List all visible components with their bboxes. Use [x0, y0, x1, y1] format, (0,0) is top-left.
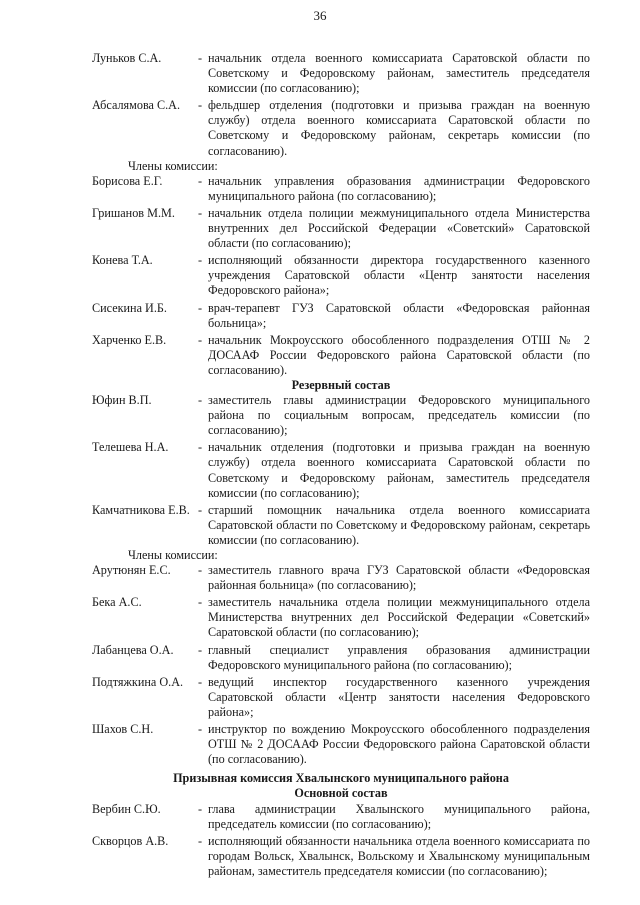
list-item	[92, 98, 590, 158]
members-label: Члены комиссии:	[128, 158, 218, 173]
position-description: глава администрации Хвалынского муниципального района, председатель комиссии (по согласованию);	[208, 801, 590, 831]
position-description: начальник отделения (подготовки и призыва граждан на военную службу) отдела военного комиссариата Саратовской области по Советскому и Федоровскому районам, заместитель председателя комиссии (по согласованию);	[208, 440, 590, 500]
dash-separator: -	[198, 332, 203, 347]
page-number: 36	[313, 8, 327, 23]
person-name: Гришанов М.М.	[92, 205, 175, 220]
list-item	[92, 503, 590, 548]
person-name: Луньков С.А.	[92, 51, 162, 65]
position-description: заместитель начальника отдела полиции межмуниципального отдела Министерства внутренних дел Российской Федерации «Советский» Саратовской области (по согласованию);	[208, 595, 590, 640]
person-name: Телешева Н.А.	[92, 440, 169, 455]
dash-separator: -	[198, 502, 203, 517]
list-item	[92, 834, 590, 879]
position-description: старший помощник начальника отдела военного комиссариата Саратовской области по Советскому и Федоровскому районам, секретарь комиссии (по согласованию).	[208, 502, 590, 547]
position-description: исполняющий обязанности начальника отдела военного комиссариата по городам Вольск, Хвалынск, Вольскому и Хвалынскому муниципальным районам, заместитель председателя комиссии (по согласованию);	[208, 833, 590, 878]
position-description: начальник управления образования администрации Федоровского муниципального района (по согласованию);	[208, 173, 590, 203]
position-description: начальник Мокроусского обособленного подразделения ОТШ № 2 ДОСААФ России Федоровского района Саратовской области (по согласованию).	[208, 332, 590, 377]
person-name: Камчатникова Е.В.	[92, 502, 190, 517]
block-khvalynsk	[92, 802, 590, 879]
list-item	[92, 563, 590, 593]
dash-separator: -	[198, 253, 203, 268]
dash-separator: -	[198, 393, 203, 408]
person-name: Харченко Е.В.	[92, 332, 167, 347]
position-description: врач-терапевт ГУЗ Саратовской области «Федоровская районная больница»;	[208, 300, 590, 330]
position-description: заместитель главного врача ГУЗ Саратовской области «Федоровская районная больница» (по согласованию);	[208, 563, 590, 593]
person-name: Конева Т.А.	[92, 253, 153, 268]
document-body	[92, 51, 590, 879]
block-main-members-1	[92, 51, 590, 159]
block-main-members-2	[92, 174, 590, 378]
dash-separator: -	[198, 833, 203, 848]
dash-separator: -	[198, 173, 203, 188]
person-name: Юфин В.П.	[92, 393, 152, 408]
list-item	[92, 675, 590, 720]
position-description: заместитель главы администрации Федоровского муниципального района по социальным вопросам, председатель комиссии (по согласованию);	[208, 393, 590, 438]
person-name: Абсалямова С.А.	[92, 98, 181, 113]
dash-separator: -	[198, 51, 203, 65]
position-description: начальник отдела полиции межмуниципального отдела Министерства внутренних дел Российской Федерации «Советский» Саратовской области (по согласованию);	[208, 205, 590, 251]
person-name: Вербин С.Ю.	[92, 801, 161, 816]
person-name: Подтяжкина О.А.	[92, 674, 184, 689]
person-name: Арутюнян Е.С.	[92, 563, 171, 578]
person-name: Шахов С.Н.	[92, 722, 154, 737]
main-heading: Основной состав	[294, 786, 388, 801]
list-item	[92, 206, 590, 251]
block-reserve-1	[92, 393, 590, 548]
list-item	[92, 253, 590, 298]
list-item	[92, 802, 590, 832]
list-item	[92, 722, 590, 767]
dash-separator: -	[198, 205, 203, 220]
dash-separator: -	[198, 440, 203, 455]
list-item	[92, 393, 590, 438]
person-name: Сисекина И.Б.	[92, 300, 167, 315]
block-reserve-2	[92, 563, 590, 767]
list-item	[92, 333, 590, 378]
person-name: Борисова Е.Г.	[92, 173, 163, 188]
position-description: фельдшер отделения (подготовки и призыва граждан на военную службу) отдела военного комиссариата Саратовской области по Советскому и Федоровскому районам, секретарь комиссии (по согласованию).	[208, 98, 590, 158]
dash-separator: -	[198, 595, 203, 610]
list-item	[92, 595, 590, 640]
position-description: главный специалист управления образования администрации Федоровского муниципального района (по согласованию);	[208, 642, 590, 672]
dash-separator: -	[198, 722, 203, 737]
position-description: инструктор по вождению Мокроусского обособленного подразделения ОТШ № 2 ДОСААФ России Федоровского района Саратовской области (по согласованию).	[208, 722, 590, 767]
commission-heading: Призывная комиссия Хвалынского муниципального района	[173, 771, 509, 786]
person-name: Лабанцева О.А.	[92, 642, 174, 657]
person-name: Скворцов А.В.	[92, 833, 169, 848]
list-item	[92, 643, 590, 673]
dash-separator: -	[198, 642, 203, 657]
position-description: ведущий инспектор государственного казенного учреждения Саратовской области «Центр занятости населения Федоровского района»;	[208, 674, 590, 719]
person-name: Бека А.С.	[92, 595, 142, 610]
position-description: начальник отдела военного комиссариата Саратовской области по Советскому и Федоровскому районам, заместитель председателя комиссии (по согласованию);	[208, 51, 590, 96]
list-item	[92, 174, 590, 204]
reserve-heading: Резервный состав	[291, 377, 391, 392]
dash-separator: -	[198, 300, 203, 315]
dash-separator: -	[198, 674, 203, 689]
list-item	[92, 301, 590, 331]
dash-separator: -	[198, 98, 203, 113]
dash-separator: -	[198, 801, 203, 816]
list-item	[92, 440, 590, 500]
members-label: Члены комиссии:	[128, 548, 218, 562]
dash-separator: -	[198, 563, 203, 578]
position-description: исполняющий обязанности директора государственного казенного учреждения Саратовской области «Центр занятости населения Федоровского района»;	[208, 253, 590, 298]
list-item	[92, 51, 590, 96]
